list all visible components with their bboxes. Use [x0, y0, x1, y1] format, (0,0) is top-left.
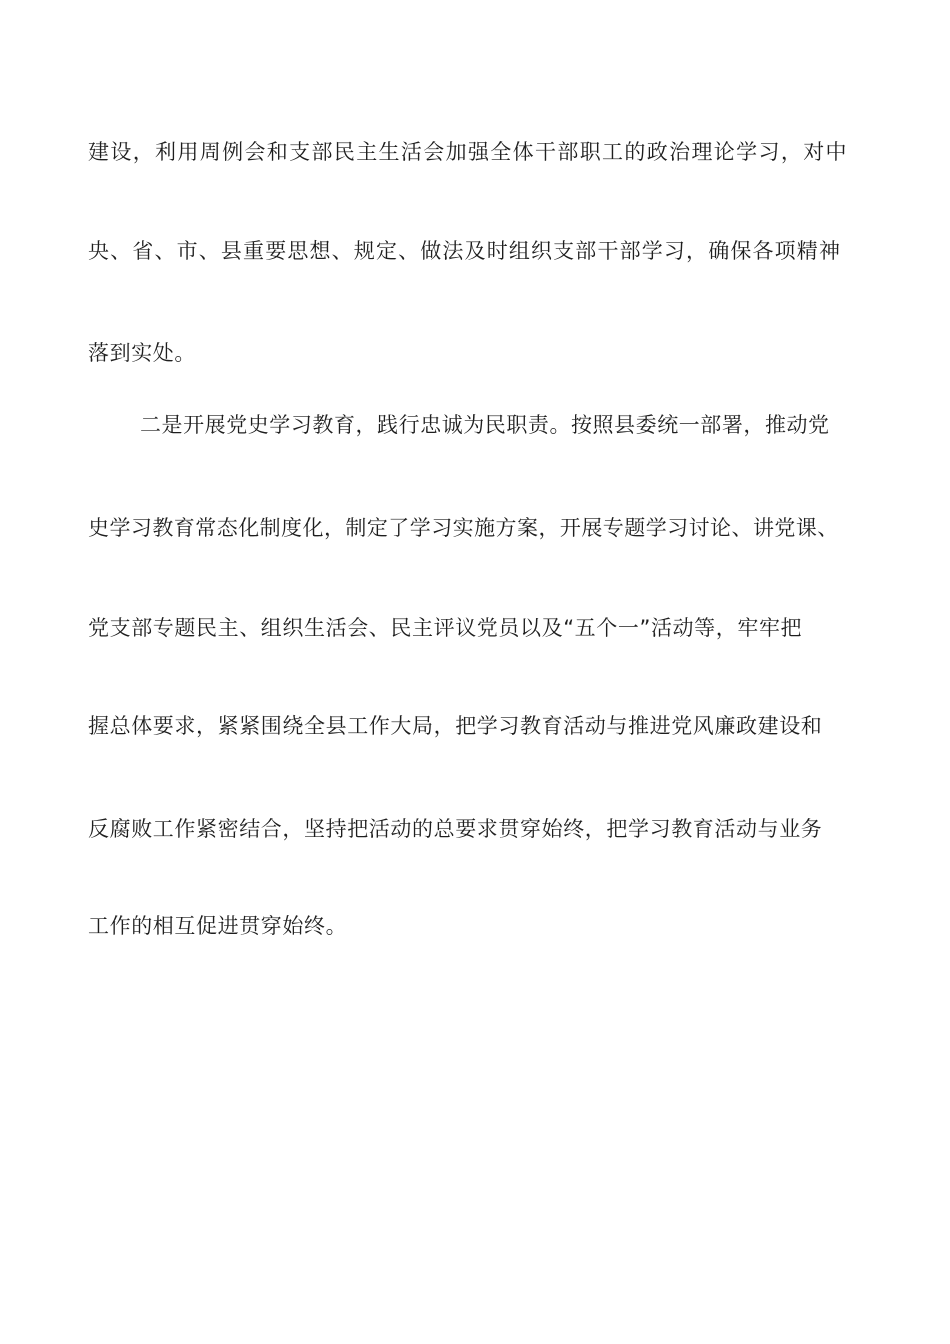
paragraph-first-line: 二是开展党史学习教育，践行忠诚为民职责。按照县委统一部署，推动党: [140, 413, 830, 437]
paragraph-line: 史学习教育常态化制度化，制定了学习实施方案，开展专题学习讨论、讲党课、: [88, 516, 839, 540]
paragraph-line: 反腐败工作紧密结合，坚持把活动的总要求贯穿始终，把学习教育活动与业务: [88, 817, 823, 841]
paragraph-line: 工作的相互促进贯穿始终。: [88, 914, 348, 938]
paragraph-line: 握总体要求，紧紧围绕全县工作大局，把学习教育活动与推进党风廉政建设和: [88, 714, 823, 738]
paragraph-line: 党支部专题民主、组织生活会、民主评议党员以及“五个一”活动等，牢牢把: [88, 616, 803, 640]
paragraph-line: 落到实处。: [88, 341, 196, 365]
paragraph-line: 央、省、市、县重要思想、规定、做法及时组织支部干部学习，确保各项精神: [88, 239, 842, 263]
paragraph-line: 建设，利用周例会和支部民主生活会加强全体干部职工的政治理论学习，对中: [88, 140, 848, 164]
